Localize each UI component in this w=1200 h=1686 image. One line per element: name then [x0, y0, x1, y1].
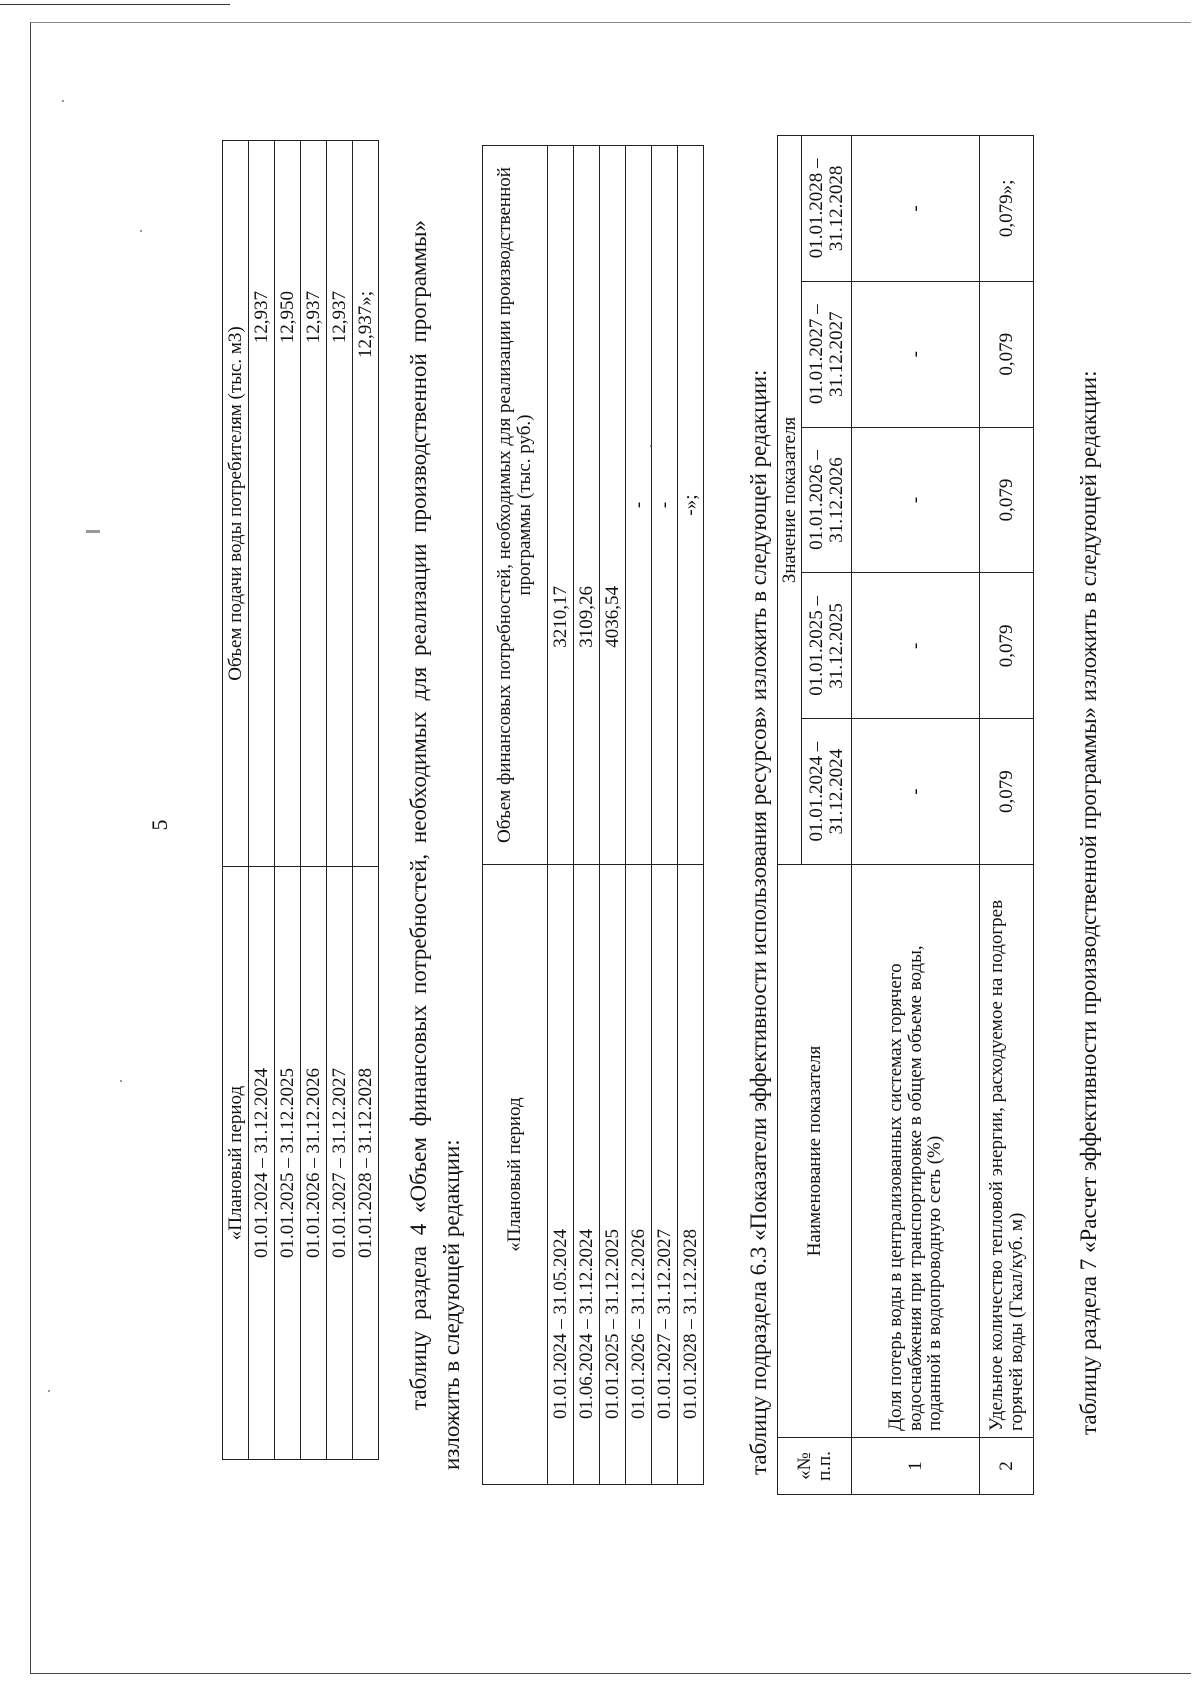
period-cell: 01.01.2028 – 31.12.2028: [678, 865, 704, 1485]
header-water-volume: Объем подачи воды потребителям (тыс. м3): [223, 141, 249, 867]
value-cell: -: [852, 573, 980, 719]
table-row: [249, 141, 275, 1460]
period-cell: 01.01.2025 – 31.12.2025: [275, 867, 301, 1460]
table-header-row: [778, 136, 802, 1495]
indicator-name: Удельное количество тепловой энергии, расходуемое на подогрев горячей воды (Гкал/куб. м): [980, 865, 1034, 1438]
financial-needs-table: [482, 145, 704, 1485]
period-cell: 01.01.2026 – 31.12.2026: [301, 867, 327, 1460]
header-planned-period: «Плановый период: [483, 865, 548, 1485]
value-cell: -: [852, 719, 980, 865]
value-cell: -»;: [678, 146, 704, 865]
table-row: [548, 146, 574, 1485]
period-cell: 01.01.2026 – 31.12.2026: [626, 865, 652, 1485]
table-row: [652, 146, 678, 1485]
header-planned-period: «Плановый период: [223, 867, 249, 1460]
table-header-row: [223, 141, 249, 1460]
value-cell: 3210,17: [548, 146, 574, 865]
page-number: 5: [147, 819, 172, 831]
period-cell: 01.01.2025 – 31.12.2025: [600, 865, 626, 1485]
water-supply-table: [222, 140, 379, 1460]
table-row: [275, 141, 301, 1460]
table-row: [626, 146, 652, 1485]
value-cell: 12,937: [327, 141, 353, 867]
header-indicator-value: Значение показателя: [778, 136, 802, 865]
paragraph-subsection-6-3: таблицу подраздела 6.3 «Показатели эффективности использования ресурсов» изложить в следующей редакции:: [746, 369, 771, 1475]
row-number: 2: [980, 1438, 1034, 1495]
indicator-name: Доля потерь воды в централизованных системах горячего водоснабжения при транспортировке в общем объеме воды, поданной в водопроводную сеть (%): [852, 865, 980, 1438]
value-cell: 0,079: [980, 281, 1034, 427]
table-row: [980, 136, 1034, 1495]
value-cell: -: [626, 146, 652, 865]
value-cell: 0,079»;: [980, 136, 1034, 282]
table-row: [353, 141, 379, 1460]
value-cell: -: [852, 136, 980, 282]
header-period: 01.01.2026 – 31.12.2026: [802, 427, 852, 573]
period-cell: 01.01.2027 – 31.12.2027: [327, 867, 353, 1460]
paragraph-section-4: таблицу раздела 4 «Объем финансовых потребностей, необходимых для реализации производственной программы» изложить в следующей редакции:: [406, 220, 465, 1470]
period-cell: 01.01.2024 – 31.05.2024: [548, 865, 574, 1485]
value-cell: 12,950: [275, 141, 301, 867]
rotated-document-page: [42, 15, 1142, 1665]
value-cell: -: [852, 427, 980, 573]
period-cell: 01.01.2024 – 31.12.2024: [249, 867, 275, 1460]
value-cell: 0,079: [980, 573, 1034, 719]
table-row: [574, 146, 600, 1485]
table-header-row: [483, 146, 548, 1485]
period-cell: 01.01.2028 – 31.12.2028: [353, 867, 379, 1460]
table-row: [301, 141, 327, 1460]
value-cell: -: [852, 281, 980, 427]
table-row: [327, 141, 353, 1460]
resource-efficiency-table: [777, 135, 1034, 1495]
header-financial-volume: Объем финансовых потребностей, необходимых для реализации производственной программы (тыс. руб.): [483, 146, 548, 865]
header-period: 01.01.2027 – 31.12.2027: [802, 281, 852, 427]
table-row: [678, 146, 704, 1485]
paragraph-section-7: таблицу раздела 7 «Расчет эффективности производственной программы» изложить в следующей редакции:: [1076, 370, 1101, 1435]
header-period: 01.01.2025 – 31.12.2025: [802, 573, 852, 719]
value-cell: 3109,26: [574, 146, 600, 865]
value-cell: -: [652, 146, 678, 865]
header-period: 01.01.2024 – 31.12.2024: [802, 719, 852, 865]
row-number: 1: [852, 1438, 980, 1495]
period-cell: 01.06.2024 – 31.12.2024: [574, 865, 600, 1485]
value-cell: 0,079: [980, 427, 1034, 573]
scan-top-edge: [0, 4, 230, 5]
table-row: [852, 136, 980, 1495]
value-cell: 12,937»;: [353, 141, 379, 867]
header-period: 01.01.2028 – 31.12.2028: [802, 136, 852, 282]
value-cell: 12,937: [249, 141, 275, 867]
value-cell: 0,079: [980, 719, 1034, 865]
header-indicator-name: Наименование показателя: [778, 865, 852, 1438]
header-number: «№ п.п.: [778, 1438, 852, 1495]
value-cell: 4036,54: [600, 146, 626, 865]
table-row: [600, 146, 626, 1485]
value-cell: 12,937: [301, 141, 327, 867]
period-cell: 01.01.2027 – 31.12.2027: [652, 865, 678, 1485]
